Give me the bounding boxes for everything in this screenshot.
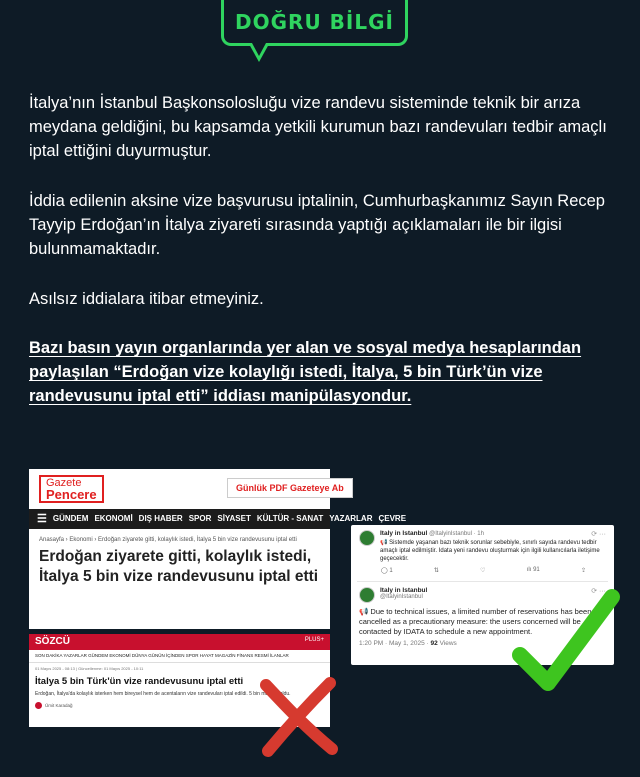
nav-kultur-sanat: KÜLTÜR - SANAT [256,514,324,523]
tweet-name-2: Italy in Istanbul [380,587,428,594]
menu-icon: ☰ [37,513,47,525]
share-icon: ⇪ [580,568,586,574]
nav-ekonomi: EKONOMİ [94,514,133,523]
tweet-handle: @ItalyinIstanbul · 1h [429,531,484,537]
paragraph-denial: İddia edilenin aksine vize başvurusu iptalinin, Cumhurbaşkanımız Sayın Recep Tayyip Erdoğan’ın İtalya ziyareti sırasında yaptığı açıklamaları ile bir ilgisi bulunmamaktadır. [29,192,605,258]
paragraph-warning: Asılsız iddialara itibar etmeyiniz. [29,290,264,308]
paragraph-explanation: İtalya’nın İstanbul Başkonsolosluğu vize randevu sisteminde teknik bir arıza meydana geldiğini, bu kapsamda yetkili kurumun bazı randevuları tedbir amaçlı iptal ettiğini duyurmuştur. [29,94,607,160]
author-avatar [35,702,42,709]
green-check-icon [510,585,620,695]
red-cross-icon [258,675,340,757]
reply-count: 1 [389,568,393,574]
nav-yazarlar: YAZARLAR [329,514,373,523]
tweet-turkish [351,525,614,581]
gazete-nav [29,509,407,529]
sozcu-headline: İtalya 5 bin Türk'ün vize randevusunu iptal etti [35,676,244,687]
more-icon-2: ⟳ ··· [591,588,606,595]
gazete-logo-top: Gazete [46,477,82,489]
tweet-name: Italy in Istanbul [380,530,428,537]
more-icon: ⟳ ··· [591,531,606,538]
sozcu-date: 01 Mayıs 2025 - 08:13 | Güncellenme: 01 Mayıs 2025 - 10:11 [35,666,144,671]
views-icon: ılı 91 [526,567,540,573]
reply-icon: ◯ 1 [381,568,393,574]
paragraph-manipulation-claim: Bazı basın yayın organlarında yer alan ve sosyal medya hesaplarından paylaşılan “Erdoğan vize kolaylığı istedi, İtalya, 5 bin Türk’ün vize randevusunu iptal etti” iddiası manipülasyondur. [29,339,582,405]
nav-cevre: ÇEVRE [378,514,407,523]
avatar [359,530,375,546]
sozcu-body: Erdoğan, İtalya'da kolaylık isterken hem bireysel hem de acentaların vize randevuları iptal edildi. 5 bin mağdur oldu. [35,691,291,697]
pdf-gazete-button: Günlük PDF Gazeteye Ab [227,478,353,498]
nav-spor: SPOR [188,514,212,523]
gazete-header [29,469,344,509]
gazete-headline: Erdoğan ziyarete gitti, kolaylık istedi, İtalya 5 bin vize randevusunu iptal etti [39,548,319,585]
tweet-text-en: 📢 Due to technical issues, a limited number of reservations has been cancelled as a precautionary measure: the users concerned will be contacted by IDATA to schedule a new appointment. [359,607,592,636]
nav-siyaset: SİYASET [217,514,251,523]
tweet-views-label: Views [437,640,457,647]
dogru-bilgi-badge [221,0,408,46]
gazete-logo [39,475,104,503]
tweet-handle-2: @ItalyinIstanbul [380,594,423,600]
sozcu-header [29,634,330,650]
tweet-time: 1:20 PM · May 1, 2025 · [359,640,431,647]
avatar-2 [359,587,375,603]
sozcu-nav: SON DAKİKA YAZARLAR GÜNDEM EKONOMİ DÜNYA GÜNÜN İÇİNDEN SPOR HAYAT MAGAZİN FİNANS RESMİ İLANLAR [29,650,330,663]
author-name: Ümit Karadağ [45,703,73,708]
tweet-views: 92 [430,640,438,647]
sozcu-plus: PLUS+ [304,637,324,643]
nav-gundem: GÜNDEM [52,514,89,523]
tweet-author [380,530,606,537]
gazete-logo-bottom: Pencere [46,487,97,502]
badge-label: DOĞRU BİLGİ [235,9,394,34]
views-count: 91 [533,567,540,573]
tweet-actions [359,563,606,576]
badge-tail-inner [252,43,266,56]
nav-dis-haber: DIŞ HABER [138,514,183,523]
gazete-breadcrumb: Anasayfa › Ekonomi › Erdoğan ziyarete gitti, kolaylık istedi, İtalya 5 bin vize randevusunu iptal etti [39,537,297,543]
like-icon: ♡ [480,568,486,574]
retweet-icon: ⇅ [433,568,439,574]
tweet-text-tr: 📢 Sistemde yaşanan bazı teknik sorunlar sebebiyle, sınırlı sayıda randevu tedbir amaçlı iptal edilmiştir. Idata yeni randevu oluşturmak için ilgili kullanıcılarla iletişime geçecektir. [380,540,600,562]
sozcu-logo: SÖZCÜ [35,636,70,647]
